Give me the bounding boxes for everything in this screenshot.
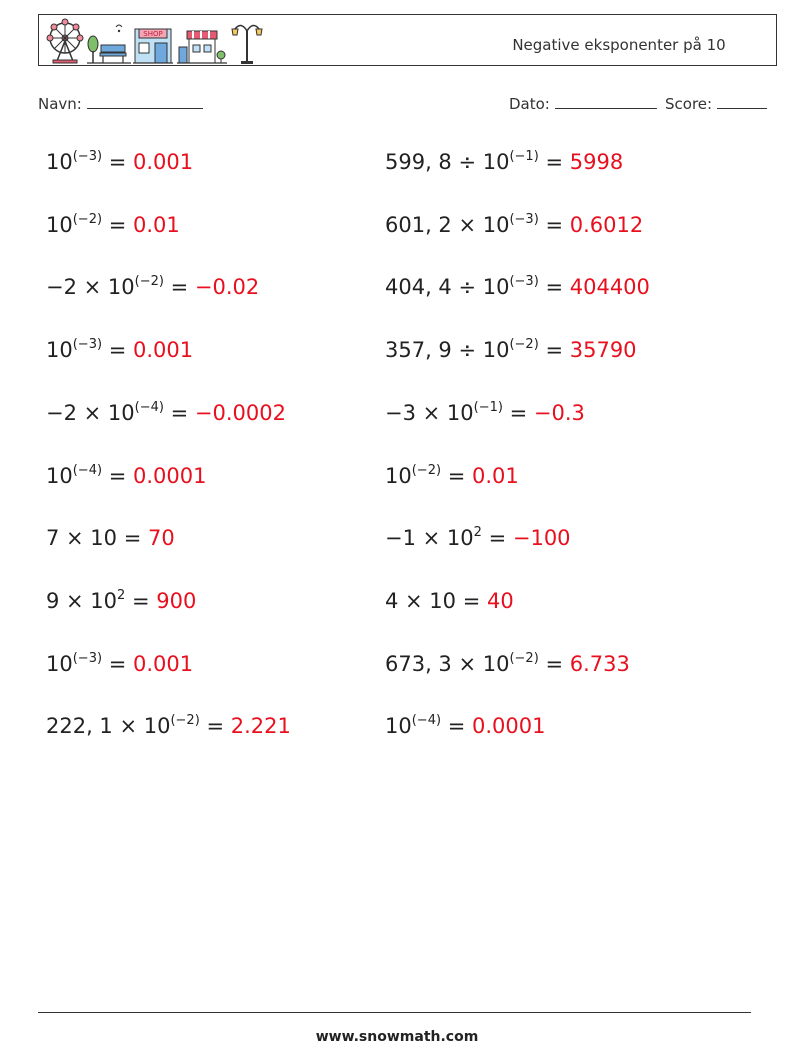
- problem-item: [46, 464, 206, 488]
- problem-exponent: (−2): [411, 462, 442, 478]
- equals-sign: =: [102, 651, 133, 676]
- equals-sign: =: [538, 275, 570, 300]
- score-label: Score:: [665, 95, 713, 113]
- problem-exponent: (−4): [411, 713, 442, 729]
- problem-item: [46, 338, 193, 362]
- equals-sign: =: [538, 651, 570, 676]
- problem-expression: 4 × 10: [385, 588, 457, 613]
- problem-answer: −0.0002: [194, 400, 286, 425]
- equals-sign: =: [102, 338, 133, 363]
- problem-exponent: (−3): [509, 211, 539, 227]
- score-blank[interactable]: [717, 94, 767, 109]
- equals-sign: =: [102, 463, 133, 488]
- market-stall-icon: [177, 31, 227, 63]
- problem-expression: −2 × 10: [46, 400, 135, 425]
- footer-divider: [38, 1012, 751, 1013]
- problem-expression: 7 × 10: [46, 526, 118, 551]
- problem-exponent: (−2): [72, 211, 103, 227]
- problem-exponent: (−3): [72, 650, 103, 666]
- date-blank[interactable]: [555, 94, 657, 109]
- equals-sign: =: [102, 150, 133, 174]
- equals-sign: =: [199, 714, 231, 739]
- equals-sign: =: [163, 400, 195, 425]
- problem-expression: 222, 1 × 10: [46, 714, 171, 739]
- date-label: Dato:: [509, 95, 550, 113]
- name-field: [38, 94, 203, 113]
- problem-exponent: (−2): [134, 274, 164, 290]
- problem-answer: 0.0001: [472, 714, 546, 739]
- equals-sign: =: [538, 338, 570, 363]
- problem-answer: −100: [512, 526, 571, 551]
- problem-exponent: (−2): [509, 337, 539, 353]
- problem-expression: 404, 4 ÷ 10: [385, 275, 510, 300]
- problem-answer: 5998: [569, 150, 624, 174]
- problem-answer: 2.221: [230, 714, 291, 739]
- equals-sign: =: [502, 400, 534, 425]
- problem-exponent: (−3): [72, 149, 103, 164]
- problem-expression: 10: [385, 463, 412, 488]
- park-bench-icon: [87, 25, 131, 63]
- problem-answer: 35790: [569, 338, 637, 363]
- worksheet-title: Negative eksponenter på 10: [512, 36, 726, 54]
- equals-sign: =: [538, 150, 570, 174]
- problem-answer: 404400: [569, 275, 650, 300]
- problem-expression: −2 × 10: [46, 275, 135, 300]
- problem-item: [46, 213, 180, 237]
- problem-item: [385, 464, 519, 488]
- header-box: [38, 14, 777, 66]
- problem-answer: 0.001: [133, 651, 194, 676]
- name-label: Navn:: [38, 95, 82, 113]
- equals-sign: =: [538, 212, 570, 237]
- problem-expression: 357, 9 ÷ 10: [385, 338, 510, 363]
- equals-sign: =: [456, 588, 487, 613]
- problem-expression: 673, 3 × 10: [385, 651, 510, 676]
- problem-exponent: (−2): [509, 650, 539, 666]
- problem-exponent: 2: [473, 525, 482, 541]
- score-field: [665, 94, 767, 113]
- problem-answer: −0.3: [533, 400, 585, 425]
- problem-expression: −3 × 10: [385, 400, 474, 425]
- problem-item: [46, 652, 193, 676]
- problem-item: [385, 338, 637, 362]
- problem-item: [46, 401, 286, 425]
- problem-item: [385, 526, 571, 550]
- equals-sign: =: [125, 588, 157, 613]
- problem-item: [46, 275, 259, 299]
- header-illustrations: [43, 17, 265, 65]
- problem-answer: 40: [486, 588, 514, 613]
- equals-sign: =: [117, 526, 148, 551]
- problem-answer: 70: [147, 526, 175, 551]
- problem-item: [385, 401, 585, 425]
- problem-expression: −1 × 10: [385, 526, 474, 551]
- problem-exponent: 2: [117, 587, 126, 603]
- problem-item: [385, 213, 643, 237]
- problem-expression: 9 × 10: [46, 588, 118, 613]
- problem-exponent: (−1): [473, 399, 503, 415]
- problem-expression: 10: [46, 463, 73, 488]
- street-lamp-icon: [232, 25, 262, 64]
- problem-item: [46, 150, 193, 174]
- ferris-wheel-icon: [47, 19, 83, 63]
- problem-exponent: (−1): [509, 149, 539, 164]
- problem-expression: 10: [46, 338, 73, 363]
- problem-answer: 0.01: [472, 463, 519, 488]
- equals-sign: =: [102, 212, 133, 237]
- problem-exponent: (−3): [72, 337, 103, 353]
- problem-exponent: (−4): [134, 399, 164, 415]
- equals-sign: =: [441, 463, 472, 488]
- problem-exponent: (−4): [72, 462, 103, 478]
- problem-item: [385, 714, 545, 738]
- equals-sign: =: [481, 526, 513, 551]
- problem-item: [46, 526, 175, 550]
- problem-expression: 10: [46, 651, 73, 676]
- equals-sign: =: [441, 714, 472, 739]
- problem-item: [46, 714, 291, 738]
- date-field: [509, 94, 657, 113]
- problem-answer: 0.6012: [569, 212, 644, 237]
- problem-answer: 900: [156, 588, 197, 613]
- problem-item: [385, 150, 623, 174]
- problem-answer: 6.733: [569, 651, 630, 676]
- problem-answer: −0.02: [194, 275, 260, 300]
- problem-exponent: (−2): [170, 713, 200, 729]
- problem-exponent: (−3): [509, 274, 539, 290]
- problem-expression: 10: [385, 714, 412, 739]
- problem-expression: 10: [46, 212, 73, 237]
- shop-icon: [133, 29, 173, 63]
- svg-text:SHOP: SHOP: [143, 30, 163, 38]
- problem-expression: 601, 2 × 10: [385, 212, 510, 237]
- footer-url: www.snowmath.com: [315, 1029, 479, 1045]
- problem-item: [385, 589, 514, 613]
- problem-expression: 10: [46, 150, 73, 174]
- problem-answer: 0.0001: [133, 463, 207, 488]
- problem-expression: 599, 8 ÷ 10: [385, 150, 510, 174]
- equals-sign: =: [163, 275, 195, 300]
- problem-answer: 0.01: [133, 212, 180, 237]
- problem-item: [46, 589, 196, 613]
- name-blank[interactable]: [87, 94, 203, 109]
- problem-answer: 0.001: [133, 338, 194, 363]
- problem-answer: 0.001: [133, 150, 194, 174]
- problem-item: [385, 652, 630, 676]
- problem-item: [385, 275, 650, 299]
